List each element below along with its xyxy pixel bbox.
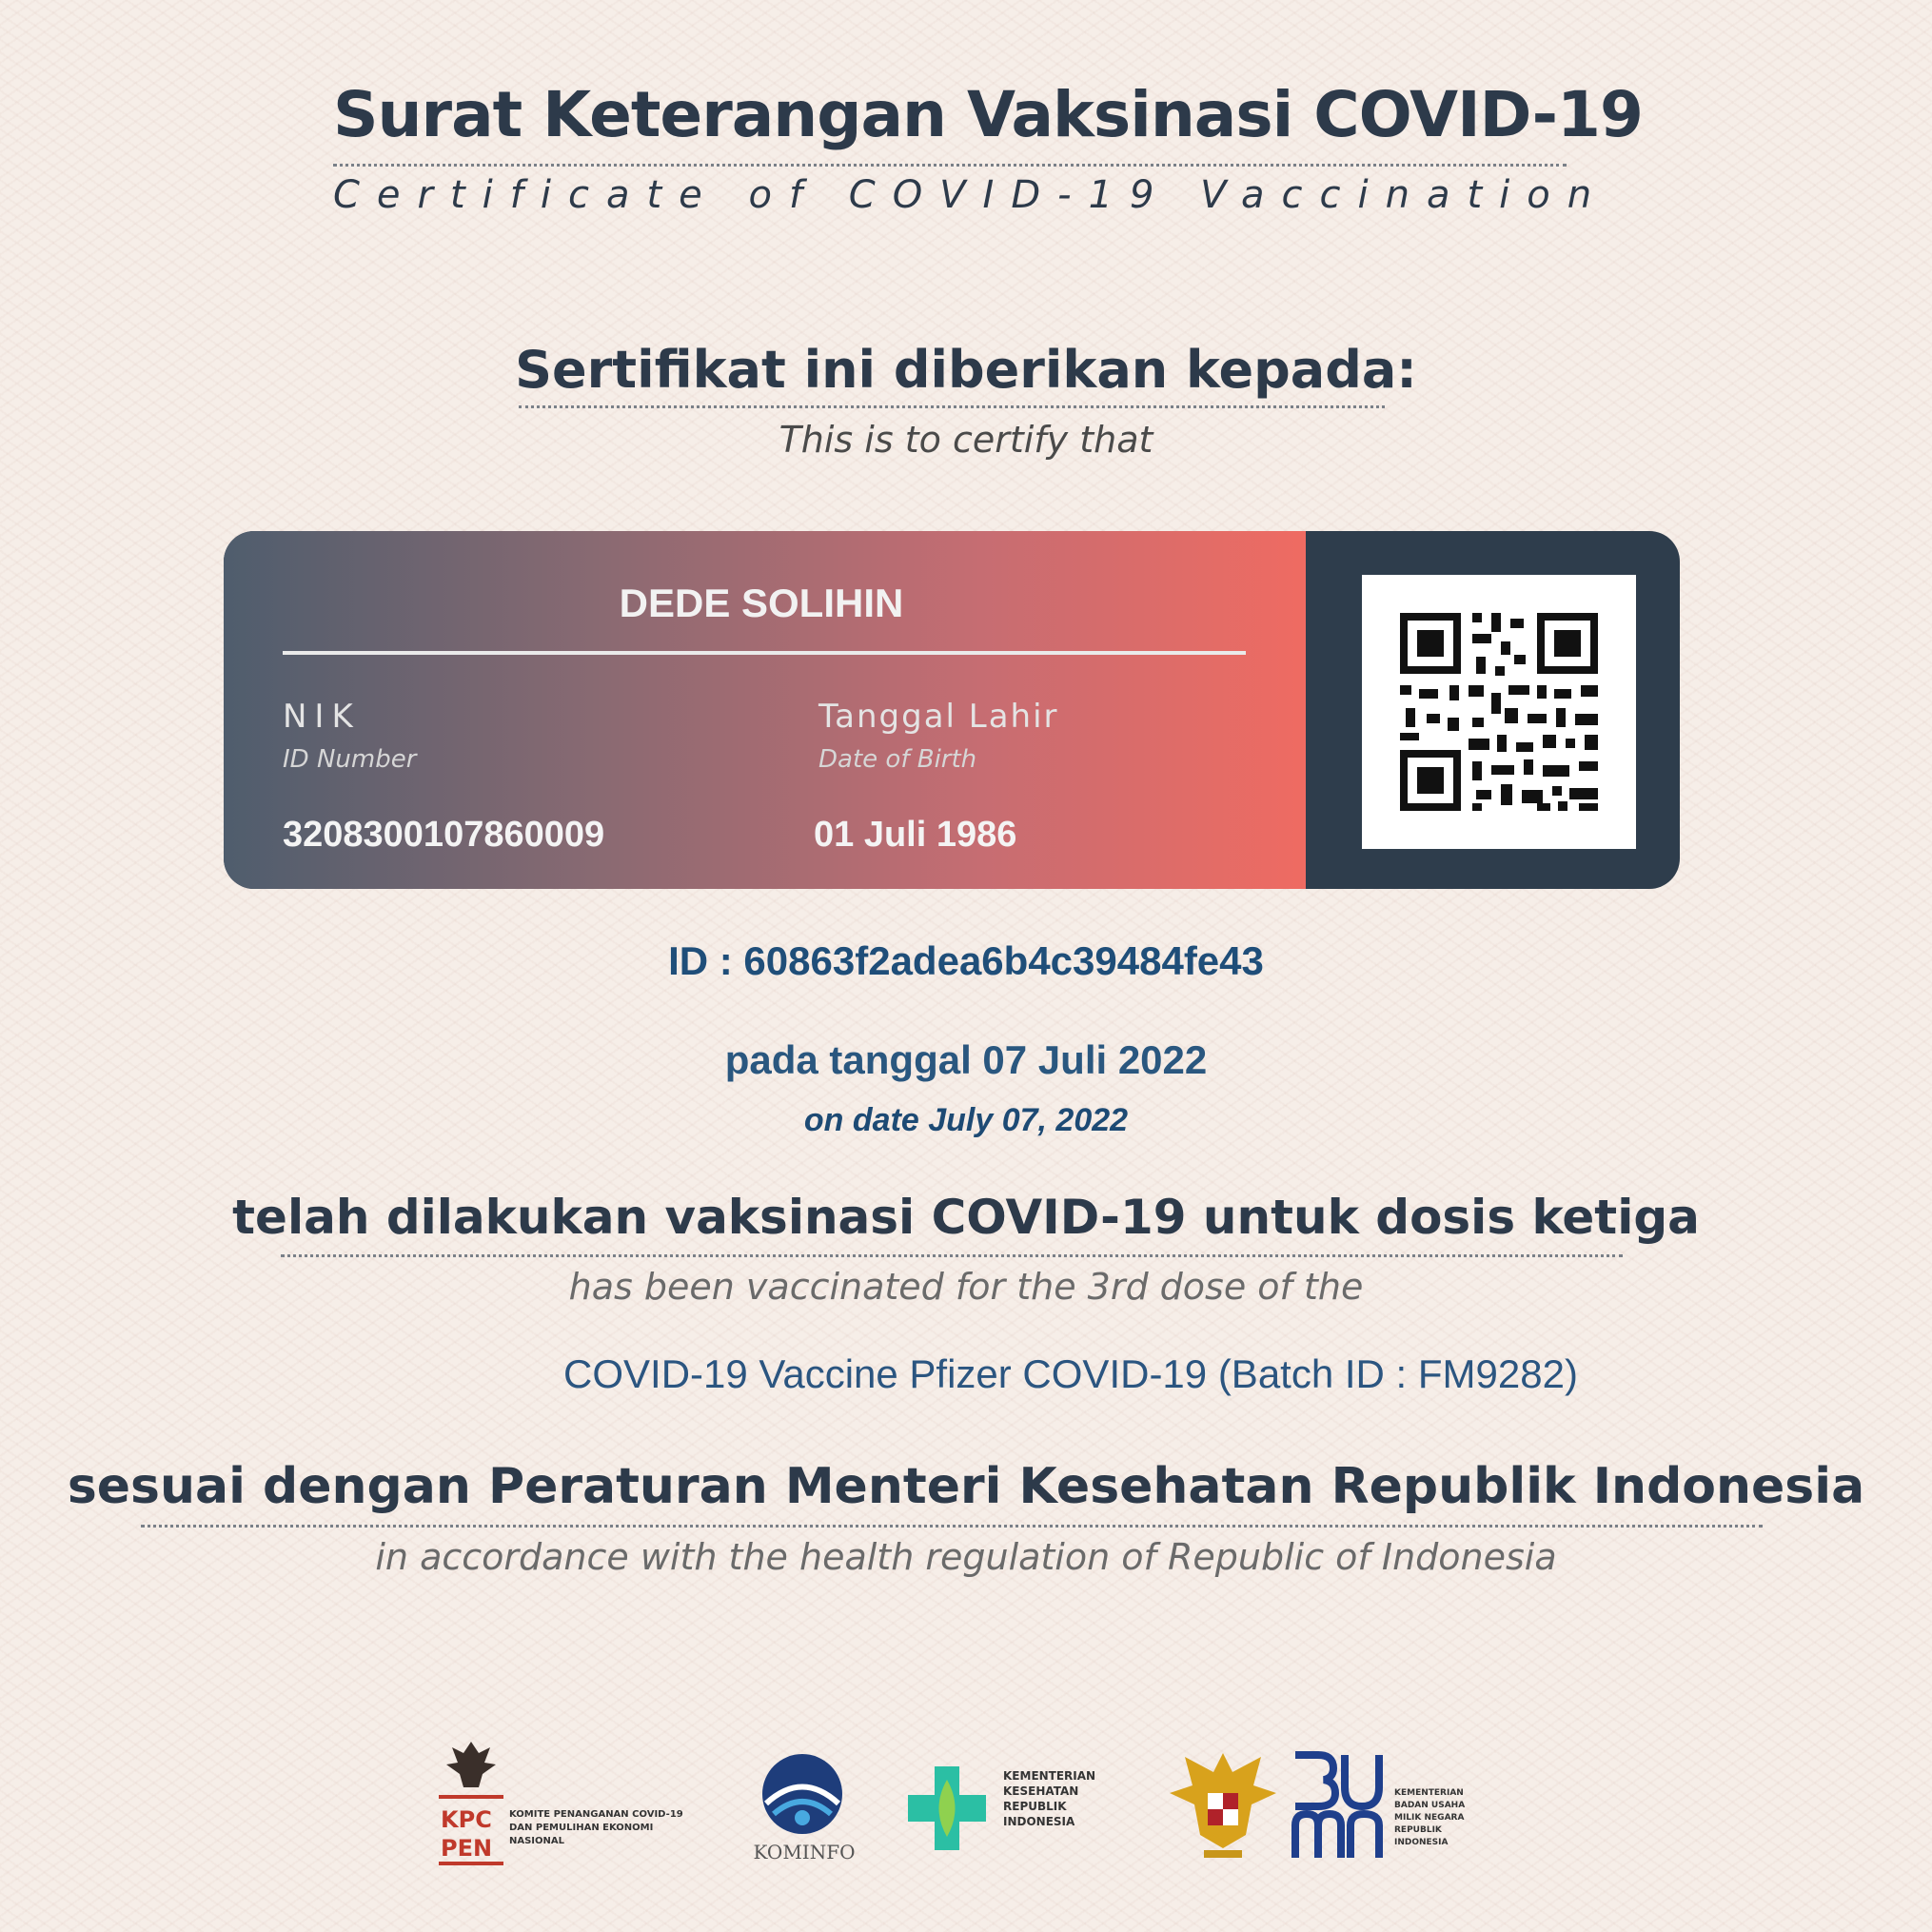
card-name-divider <box>283 651 1246 655</box>
footer-logos <box>0 1732 1932 1875</box>
recipient-name: DEDE SOLIHIN <box>619 581 904 625</box>
kemenkes-icon <box>904 1761 990 1856</box>
kominfo-logo <box>747 1751 861 1865</box>
recipient-card <box>224 531 1680 889</box>
regulation-statement-en: in accordance with the health regulation of Republic of Indonesia <box>375 1536 1557 1578</box>
bumn-icon <box>1290 1747 1385 1862</box>
regulation-divider <box>141 1525 1763 1528</box>
nik-label-en: ID Number <box>283 745 417 774</box>
dob-value: 01 Juli 1986 <box>814 815 1017 855</box>
dob-label-en: Date of Birth <box>818 745 977 774</box>
dose-statement: telah dilakukan vaksinasi COVID-19 untuk dosis ketiga <box>232 1190 1700 1245</box>
certificate-id: ID : 60863f2adea6b4c39484fe43 <box>668 938 1264 983</box>
dose-divider <box>281 1254 1623 1257</box>
kpcpen-text: KOMITE PENANGANAN COVID-19 DAN PEMULIHAN EKONOMI NASIONAL <box>509 1809 683 1846</box>
certify-divider <box>519 405 1385 408</box>
kominfo-text: KOMINFO <box>753 1841 856 1863</box>
certify-heading: Sertifikat ini diberikan kepada: <box>515 340 1417 400</box>
regulation-statement: sesuai dengan Peraturan Menteri Kesehatan Republik Indonesia <box>67 1458 1865 1515</box>
garuda-pancasila-icon <box>1166 1744 1280 1867</box>
garuda-small-icon <box>433 1738 509 1871</box>
title-divider <box>333 164 1567 167</box>
certificate-subtitle: Certificate of COVID-19 Vaccination <box>333 173 1609 217</box>
certificate-title: Surat Keterangan Vaksinasi COVID-19 <box>333 78 1643 151</box>
svg-text:KPC: KPC <box>441 1806 492 1833</box>
kominfo-icon <box>755 1751 850 1837</box>
kemenkes-text: KEMENTERIAN KESEHATAN REPUBLIK INDONESIA <box>1003 1769 1096 1828</box>
dob-label: Tanggal Lahir <box>818 698 1059 736</box>
vaccination-date-en: on date July 07, 2022 <box>803 1102 1129 1138</box>
qr-code <box>1362 575 1636 849</box>
qr-code-icon <box>1362 575 1636 849</box>
bumn-logo <box>1166 1744 1480 1867</box>
dose-statement-en: has been vaccinated for the 3rd dose of the <box>568 1266 1364 1308</box>
kemenkes-logo <box>904 1761 1123 1865</box>
certify-heading-en: This is to certify that <box>779 419 1153 461</box>
nik-value: 3208300107860009 <box>283 815 605 855</box>
kpcpen-logo <box>433 1738 700 1871</box>
vaccination-date: pada tanggal 07 Juli 2022 <box>724 1037 1208 1082</box>
bumn-text: KEMENTERIAN BADAN USAHA MILIK NEGARA REPUBLIK INDONESIA <box>1394 1788 1466 1847</box>
vaccine-info: COVID-19 Vaccine Pfizer COVID-19 (Batch ID : FM9282) <box>563 1351 1578 1396</box>
svg-text:PEN: PEN <box>441 1835 493 1862</box>
nik-label: NIK <box>283 698 361 736</box>
